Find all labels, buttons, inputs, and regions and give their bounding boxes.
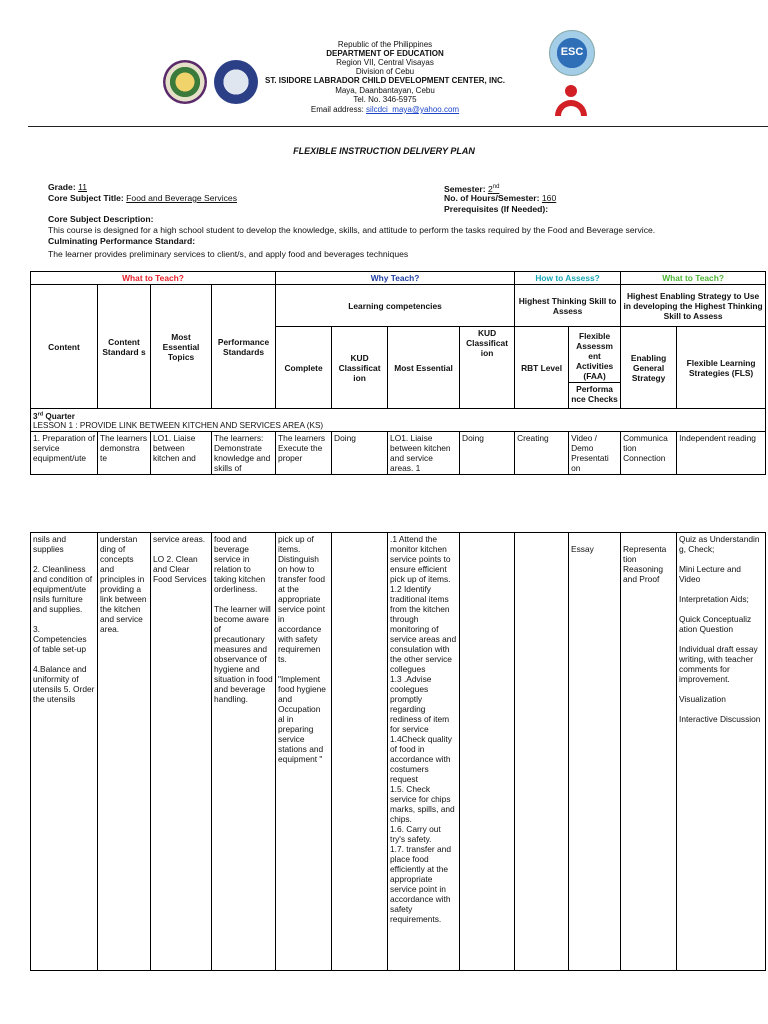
col-learning-competencies: Learning competencies [276, 285, 515, 327]
letterhead-division: Division of Cebu [355, 67, 415, 76]
letterhead-tel: Tel. No. 346-5975 [353, 95, 417, 104]
col-content: Content [31, 285, 98, 409]
col-highest-enabling-strategy: Highest Enabling Strategy to Use in developing the Highest Thinking Skill to Assess [621, 285, 766, 327]
fidp-table-page1 [30, 271, 766, 475]
row2-faa: Essay [569, 533, 621, 971]
fidp-table-page2 [30, 532, 766, 971]
lesson-title: LESSON 1 : PROVIDE LINK BETWEEN KITCHEN AND SERVICES AREA (KS) [33, 420, 324, 430]
email-label: Email address: [310, 105, 367, 114]
letterhead-region: Region VII, Central Visayas [336, 58, 434, 67]
prerequisites-label: Prerequisites (If Needed): [444, 204, 549, 214]
culminating-text: The learner provides preliminary services to client/s, and apply food and beverages techniques [48, 249, 409, 259]
letterhead-republic: Republic of the Philippines [337, 40, 433, 49]
email-link[interactable]: silcdci_maya@yahoo.com [366, 105, 460, 114]
row2-content-standard: understan ding of concepts and principles in providing a link between the kitchen and service area. [98, 533, 151, 971]
core-title-line [48, 193, 237, 204]
description-text: This course is designed for a high school student to develop the knowledge, skills, and attitude to perform the tasks required by the Food and Beverage service. [48, 225, 656, 235]
hours-label: No. of Hours/Semester: [444, 193, 540, 203]
semester-label: Semester: [444, 183, 486, 194]
culminating-label: Culminating Performance Standard: [48, 236, 196, 246]
document-title: FLEXIBLE INSTRUCTION DELIVERY PLAN [293, 146, 475, 156]
row1-complete: The learners Execute the proper [276, 431, 332, 474]
header-divider [28, 126, 768, 127]
grade-value: 11 [78, 182, 88, 192]
row1-topics: LO1. Liaise between kitchen and [151, 431, 212, 474]
performance-checks-label: Performa nce Checks [571, 384, 618, 404]
row2-content: nsils and supplies 2. Cleanliness and condition of equipment/ute nsils furniture and supplies. 3. Competencies of table set-up 4.Balance and uniformity of utensils 5. Order the utensils [31, 533, 98, 971]
col-kud-classification: KUD Classificat ion [332, 327, 388, 409]
how-to-assess-header: How to Assess? [515, 272, 621, 285]
row1-rbt: Creating [515, 431, 569, 474]
core-title-label: Core Subject Title: [48, 193, 124, 203]
col-rbt-level: RBT Level [515, 327, 569, 409]
row1-enabling: Communica tion Connection [621, 431, 677, 474]
col-fls: Flexible Learning Strategies (FLS) [677, 327, 766, 409]
hours-value: 160 [541, 193, 557, 203]
col-most-essential: Most Essential [388, 327, 460, 409]
row2-topics: service areas. LO 2. Clean and Clear Food Services [151, 533, 212, 971]
row2-performance-standard: food and beverage service in relation to taking kitchen orderliness. The learner will become aware of precautionary measures and observance of hygiene and situation in food and beverage handling. [212, 533, 276, 971]
what-to-teach-header: What to Teach? [31, 272, 276, 285]
col-faa [569, 327, 621, 409]
row1-kud-2: Doing [460, 431, 515, 474]
row1-most-essential: LO1. Liaise between kitchen and service areas. 1 [388, 431, 460, 474]
description-label: Core Subject Description: [48, 214, 154, 224]
grade-label: Grade: [48, 182, 76, 192]
letterhead-address: Maya, Daanbantayan, Cebu [335, 86, 435, 95]
quarter-lesson-row [31, 409, 766, 432]
grade-line [48, 182, 87, 193]
core-title-value: Food and Beverage Services [126, 193, 238, 203]
col-complete: Complete [276, 327, 332, 409]
row1-content-standard: The learners demonstra te [98, 431, 151, 474]
row2-kud-2 [460, 533, 515, 971]
col-most-essential-topics: Most Essential Topics [151, 285, 212, 409]
col-highest-thinking-skill: Highest Thinking Skill to Assess [515, 285, 621, 327]
row1-kud: Doing [332, 431, 388, 474]
hours-line [444, 193, 556, 204]
row1-content: 1. Preparation of service equipment/ute [31, 431, 98, 474]
col-enabling-strategy: Enabling General Strategy [621, 327, 677, 409]
row2-kud [332, 533, 388, 971]
semester-value: 2nd [487, 183, 500, 194]
quarter-label: 3rd Quarter [33, 411, 75, 421]
col-content-standards: Content Standard s [98, 285, 151, 409]
row2-most-essential: .1 Attend the monitor kitchen service points to ensure efficient pick up of items. 1.2 Identify traditional items from the kitchen through monitoring of service areas and consulation with the other service collegues 1.3 .Advise coolegues promptly regarding rediness of item for service 1.4Check quality of food in accordance with costumers request 1.5. Check service for chips marks, spills, and chips. 1.6. Carry out try's safety. 1.7. transfer and place food efficiently at the appropriate service point in accordance with safety requirements. [388, 533, 460, 971]
faa-label: Flexible Assessm ent Activities (FAA) [569, 330, 620, 383]
row1-performance-standard: The learners: Demonstrate knowledge and skills of [212, 431, 276, 474]
letterhead-department: DEPARTMENT OF EDUCATION [326, 49, 444, 58]
row2-complete: pick up of items. Distinguish on how to transfer food at the appropriate service point in accordance with safety requiremen ts. "Implement food hygiene and Occupation al in preparing service stations and equipment " [276, 533, 332, 971]
col-performance-standards: Performance Standards [212, 285, 276, 409]
row2-enabling: Representa tion Reasoning and Proof [621, 533, 677, 971]
esc-logo-text: ESC [560, 46, 584, 58]
letterhead-email-line [110, 105, 660, 115]
row1-faa: Video / Demo Presentati on [569, 431, 621, 474]
why-teach-header: Why Teach? [276, 272, 515, 285]
row2-rbt [515, 533, 569, 971]
col-kud-classification-2: KUD Classificat ion [460, 327, 515, 409]
letterhead-school-name: ST. ISIDORE LABRADOR CHILD DEVELOPMENT CENTER, INC. [264, 76, 505, 85]
row2-fls: Quiz as Understandin g, Check; Mini Lecture and Video Interpretation Aids; Quick Conceptualiz ation Question Individual draft essay writing, with teacher comments for improvement. Visualization Interactive Discussion [677, 533, 766, 971]
what-to-teach-header-2: What to Teach? [621, 272, 766, 285]
row1-fls: Independent reading [677, 431, 766, 474]
